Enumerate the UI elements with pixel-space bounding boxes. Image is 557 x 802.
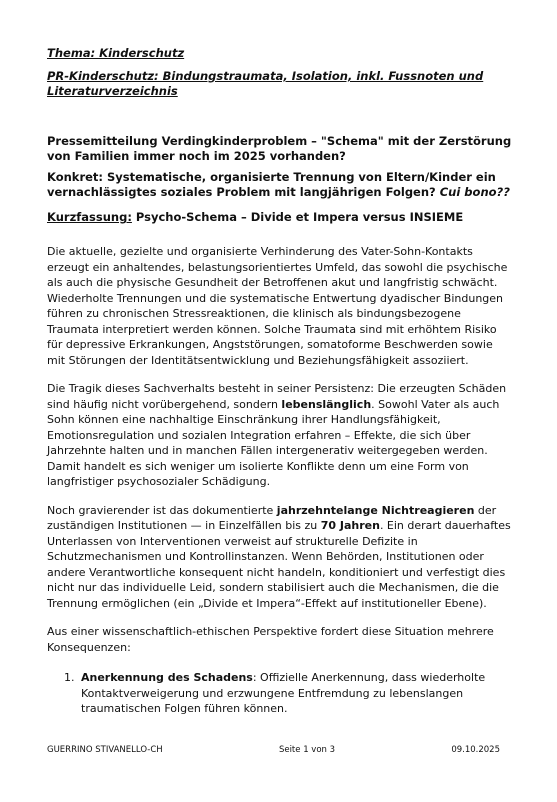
list-item-text: : Offizielle Anerkennung, dass wiederholte Kontaktverweigerung und erzwungene Entfremdung zu lebenslangen traumatischen Folgen führen können. bbox=[81, 671, 486, 715]
p3-bold-a: jahrzehntelange Nichtreagieren bbox=[276, 503, 475, 517]
footer-date: 09.10.2025 bbox=[451, 745, 500, 755]
p3-text-e: . Ein derart dauerhaftes Unterlassen von Interventionen verweist auf strukturelle Defizite in Schutzmechanismen und Kontrollinstanzen. Wenn Behörden, Institutionen oder andere Verantwortliche konsequent nicht handeln, konditioniert und verfestigt dies nicht nur das individuelle Leid, sondern stabilisiert auch die Mechanismen, die die Trennung ermöglichen (ein „Divide et Impera“-Effekt auf institutioneller Ebene). bbox=[47, 519, 511, 610]
p2-text-c: . Sowohl Vater als auch Sohn können eine nachhaltige Einschränkung ihrer Handlungsfähigkeit, Emotionsregulation und sozialen Integration erfahren – Effekte, die sich über Jahrzehnte halten und in manchen Fällen intergenerativ weitergegeben werden. Damit handelt es sich weniger um isolierte Konflikte denn um eine Form von langfristiger psychosozialer Schädigung. bbox=[47, 397, 500, 488]
p2-bold: lebenslänglich bbox=[281, 397, 372, 411]
p3-text-c: der zuständigen Institutionen — in Einzelfällen bis zu bbox=[47, 503, 497, 532]
topic-heading: Thema: Kinderschutz bbox=[47, 46, 185, 60]
footer-author: GUERRINO STIVANELLO-CH bbox=[47, 745, 163, 755]
p3-text-a: Noch gravierender ist das dokumentierte bbox=[47, 503, 277, 517]
list-item-bold: Anerkennung des Schadens bbox=[81, 671, 253, 684]
konkret-text: Konkret: Systematische, organisierte Trennung von Eltern/Kinder ein vernachlässigtes soziales Problem mit langjährigen Folgen? bbox=[47, 170, 496, 199]
list-number: 1. bbox=[64, 671, 75, 684]
consequences-list bbox=[47, 670, 512, 717]
subtitle-heading: PR-Kinderschutz: Bindungstraumata, Isolation, inkl. Fussnoten und Literaturverzeichnis bbox=[47, 69, 484, 98]
footer-page-number: Seite 1 von 3 bbox=[278, 745, 336, 755]
page-footer bbox=[47, 745, 500, 755]
list-item bbox=[47, 670, 512, 717]
paragraph-2 bbox=[47, 381, 512, 490]
p3-bold-d: 70 Jahren bbox=[320, 519, 380, 532]
p2-text-a: Die Tragik dieses Sachverhalts besteht in seiner Persistenz: Die erzeugten Schäden sind häufig nicht vorübergehend, sondern bbox=[47, 382, 507, 411]
list-text bbox=[81, 670, 512, 717]
kurzfassung-line bbox=[47, 210, 512, 225]
press-release-headline: Pressemitteilung Verdingkinderproblem – "Schema" mit der Zerstörung von Familien immer noch im 2025 vorhanden? bbox=[47, 134, 512, 163]
kurzfassung-label: Kurzfassung: bbox=[47, 210, 132, 224]
paragraph-4: Aus einer wissenschaftlich-ethischen Perspektive fordert diese Situation mehrere Konsequenzen: bbox=[47, 625, 494, 654]
paragraph-1: Die aktuelle, gezielte und organisierte Verhinderung des Vater-Sohn-Kontakts erzeugt ein anhaltendes, belastungsorientiertes Umfeld, das sowohl die psychische als auch die physische Gesundheit der Betroffenen akut und langfristig schwächt. Wiederholte Trennungen und die systematische Entwertung dyadischer Bindungen führen zu chronischen Stressreaktionen, die klinisch als bindungsbezogene Traumata interpretiert werden können. Solche Traumata sind mit erhöhtem Risiko für depressive Erkrankungen, Angststörungen, somatoforme Beschwerden sowie mit Störungen der Identitätsentwicklung und Beziehungsfähigkeit assoziiert. bbox=[47, 245, 508, 367]
document-page bbox=[47, 46, 512, 717]
kurzfassung-text: Psycho-Schema – Divide et Impera versus INSIEME bbox=[131, 210, 464, 224]
cui-bono-text: Cui bono?? bbox=[439, 185, 510, 199]
paragraph-3 bbox=[47, 503, 512, 612]
konkret-line bbox=[47, 170, 512, 200]
